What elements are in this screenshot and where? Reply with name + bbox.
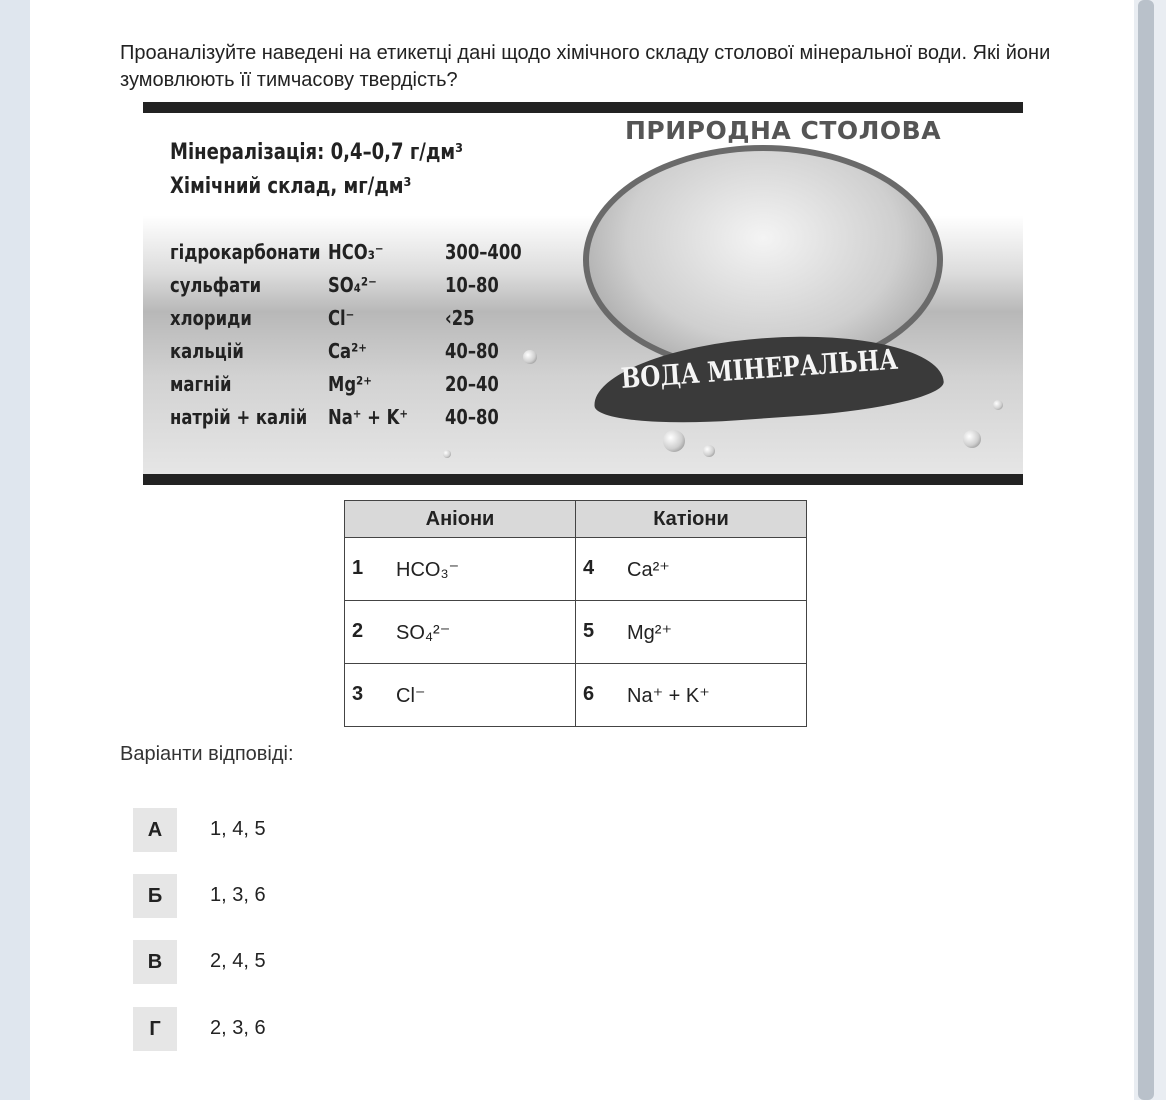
bubble (663, 430, 685, 452)
anions-header: Аніони (345, 501, 576, 538)
answer-text[interactable]: 2, 3, 6 (210, 1017, 266, 1039)
answer-text[interactable]: 1, 3, 6 (210, 884, 266, 906)
answer-letter[interactable]: Г (133, 1007, 177, 1051)
bubble (523, 350, 537, 364)
cation-cell: 6 Na⁺ + K⁺ (576, 664, 807, 727)
bubble (993, 400, 1003, 410)
bubble (963, 430, 981, 448)
anion-cell: 3 Cl⁻ (345, 664, 576, 727)
answers-title: Варіанти відповіді: (120, 743, 294, 765)
scrollbar-thumb[interactable] (1138, 0, 1154, 1100)
mineral-water-label-image: Мінералізація: 0,4–0,7 г/дм³ Хімічний склад, мг/дм³ гідрокарбонати HCO₃⁻ 300–400 сульфати SO₄²⁻ 10–80 хлориди Cl⁻ ‹25 кальцій Ca²⁺ 40–80 магній Mg²⁺ 20–40 натрій + калій Na⁺ + K⁺ 40–80 ПРИРОДНА СТОЛОВА ВОДА МІНЕРАЛЬНА (143, 100, 1023, 485)
label-top-bar (143, 102, 1023, 113)
label-composition: Хімічний склад, мг/дм³ (170, 174, 412, 199)
label-bottom-bar (143, 474, 1023, 485)
label-brand-title: ПРИРОДНА СТОЛОВА (625, 116, 942, 145)
anion-cell: 2 SO₄²⁻ (345, 601, 576, 664)
answer-letter[interactable]: А (133, 808, 177, 852)
question-text: Проаналізуйте наведені на етикетці дані щодо хімічного складу столової мінеральної води. Які йони зумовлюють її тимчасову твердість? (120, 42, 1051, 91)
answer-text[interactable]: 2, 4, 5 (210, 950, 266, 972)
answer-text[interactable]: 1, 4, 5 (210, 818, 266, 840)
anion-cell: 1 HCO₃⁻ (345, 538, 576, 601)
answer-letter[interactable]: Б (133, 874, 177, 918)
bubble (703, 445, 715, 457)
cations-header: Катіони (576, 501, 807, 538)
answer-letter[interactable]: В (133, 940, 177, 984)
label-banner-text: ВОДА МІНЕРАЛЬНА (619, 342, 899, 395)
label-mineralization: Мінералізація: 0,4–0,7 г/дм³ (170, 140, 464, 165)
ions-table (344, 500, 807, 727)
bubble (443, 450, 451, 458)
cation-cell: 4 Ca²⁺ (576, 538, 807, 601)
cation-cell: 5 Mg²⁺ (576, 601, 807, 664)
